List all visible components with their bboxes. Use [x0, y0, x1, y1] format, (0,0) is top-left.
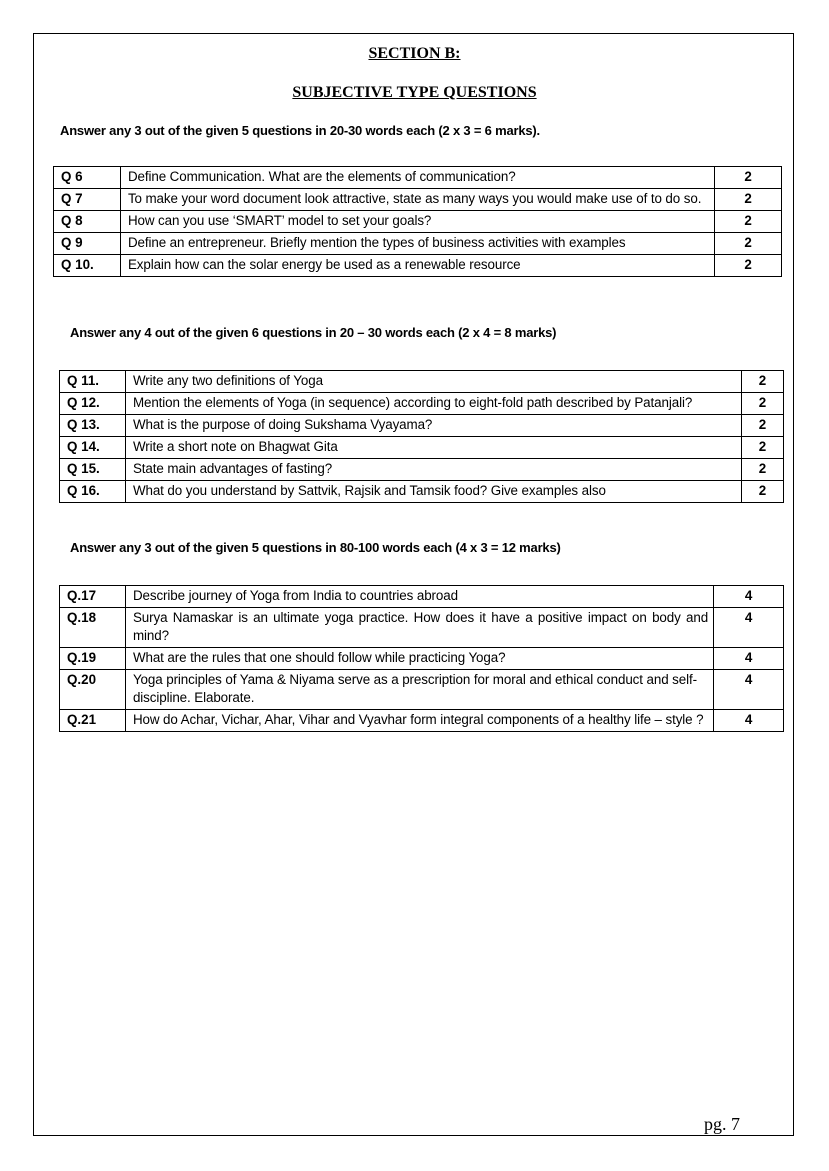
question-number: Q.21: [60, 710, 126, 732]
question-number: Q 16.: [60, 481, 126, 503]
question-text: Define an entrepreneur. Briefly mention the types of business activities with examples: [120, 233, 714, 255]
question-marks: 4: [714, 608, 784, 648]
question-text: What is the purpose of doing Sukshama Vyayama?: [125, 415, 741, 437]
question-text: What are the rules that one should follow while practicing Yoga?: [125, 648, 713, 670]
question-number: Q.20: [60, 670, 126, 710]
question-number: Q.19: [60, 648, 126, 670]
instruction-block-1: Answer any 3 out of the given 5 questions in 20-30 words each (2 x 3 = 6 marks).: [60, 123, 540, 138]
question-text: Write any two definitions of Yoga: [125, 371, 741, 393]
question-text: Explain how can the solar energy be used as a renewable resource: [120, 255, 714, 277]
question-marks: 2: [742, 393, 784, 415]
section-subtitle: SUBJECTIVE TYPE QUESTIONS: [292, 84, 537, 101]
question-number: Q 11.: [60, 371, 126, 393]
question-marks: 2: [742, 371, 784, 393]
table-row: [60, 481, 784, 503]
question-marks: 2: [742, 437, 784, 459]
question-text: Mention the elements of Yoga (in sequence) according to eight-fold path described by Patanjali?: [125, 393, 741, 415]
table-row: [60, 648, 784, 670]
question-number: Q.18: [60, 608, 126, 648]
table-row: [54, 167, 782, 189]
question-text: Write a short note on Bhagwat Gita: [125, 437, 741, 459]
questions-table-1: [53, 166, 782, 277]
question-number: Q 7: [54, 189, 121, 211]
table-row: [54, 233, 782, 255]
question-number: Q 9: [54, 233, 121, 255]
table-row: [60, 371, 784, 393]
section-title: SECTION B:: [368, 45, 461, 62]
question-marks: 2: [715, 255, 782, 277]
table-row: [54, 211, 782, 233]
table-row: [60, 670, 784, 710]
question-marks: 2: [742, 415, 784, 437]
question-marks: 2: [715, 211, 782, 233]
question-text: To make your word document look attractive, state as many ways you would make use of to do so.: [120, 189, 714, 211]
questions-table-2: [59, 370, 784, 503]
question-text: State main advantages of fasting?: [125, 459, 741, 481]
table-row: [60, 710, 784, 732]
table-row: [60, 586, 784, 608]
question-marks: 4: [714, 648, 784, 670]
table-row: [60, 608, 784, 648]
instruction-block-2: Answer any 4 out of the given 6 questions in 20 – 30 words each (2 x 4 = 8 marks): [70, 325, 557, 340]
question-number: Q 13.: [60, 415, 126, 437]
table-row: [60, 459, 784, 481]
question-marks: 2: [715, 189, 782, 211]
question-text: Surya Namaskar is an ultimate yoga practice. How does it have a positive impact on body and mind?: [125, 608, 713, 648]
question-number: Q 14.: [60, 437, 126, 459]
table-row: [60, 415, 784, 437]
table-row: [60, 437, 784, 459]
question-text: Describe journey of Yoga from India to countries abroad: [125, 586, 713, 608]
question-number: Q 8: [54, 211, 121, 233]
questions-table-3: [59, 585, 784, 732]
question-number: Q 10.: [54, 255, 121, 277]
question-text: How can you use ‘SMART’ model to set your goals?: [120, 211, 714, 233]
question-marks: 2: [715, 233, 782, 255]
question-text: How do Achar, Vichar, Ahar, Vihar and Vyavhar form integral components of a healthy life – style ?: [125, 710, 713, 732]
question-text: What do you understand by Sattvik, Rajsik and Tamsik food? Give examples also: [125, 481, 741, 503]
page-number: pg. 7: [704, 1114, 740, 1134]
question-marks: 2: [742, 481, 784, 503]
table-row: [60, 393, 784, 415]
question-marks: 4: [714, 670, 784, 710]
question-number: Q 6: [54, 167, 121, 189]
instruction-block-3: Answer any 3 out of the given 5 questions in 80-100 words each (4 x 3 = 12 marks): [70, 540, 561, 555]
question-marks: 2: [715, 167, 782, 189]
question-marks: 4: [714, 710, 784, 732]
question-text: Define Communication. What are the elements of communication?: [120, 167, 714, 189]
question-marks: 4: [714, 586, 784, 608]
question-marks: 2: [742, 459, 784, 481]
question-number: Q 15.: [60, 459, 126, 481]
table-row: [54, 255, 782, 277]
question-number: Q.17: [60, 586, 126, 608]
question-number: Q 12.: [60, 393, 126, 415]
question-text: Yoga principles of Yama & Niyama serve as a prescription for moral and ethical conduct and self-discipline. Elaborate.: [125, 670, 713, 710]
table-row: [54, 189, 782, 211]
